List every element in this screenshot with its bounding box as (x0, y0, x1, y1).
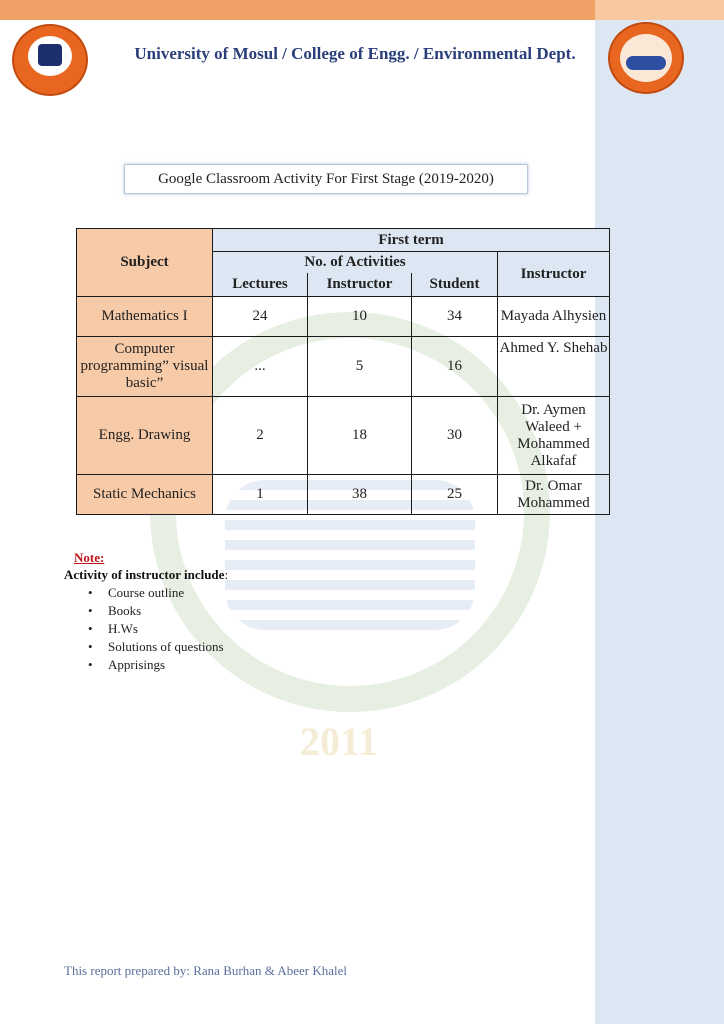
department-logo-icon (608, 22, 684, 94)
instructor-count-cell: 10 (308, 297, 412, 337)
subject-cell: Computer programming” visual basic” (77, 337, 213, 397)
page-header-title: University of Mosul / College of Engg. / Environmental Dept. (134, 44, 576, 63)
top-accent-bar (0, 0, 724, 20)
student-cell: 25 (412, 475, 498, 515)
table-row (77, 397, 610, 475)
table-row (77, 337, 610, 397)
term-header: First term (213, 229, 610, 252)
student-cell: 16 (412, 337, 498, 397)
lectures-cell: 1 (213, 475, 308, 515)
student-cell: 30 (412, 397, 498, 475)
subject-header: Subject (77, 229, 213, 297)
activity-heading-colon: : (224, 567, 229, 582)
lectures-cell: 2 (213, 397, 308, 475)
instructor-count-cell: 38 (308, 475, 412, 515)
subject-cell: Static Mechanics (77, 475, 213, 515)
book-icon (38, 44, 62, 66)
lectures-header: Lectures (213, 273, 308, 297)
table-row (77, 297, 610, 337)
instructor-name-cell: Mayada Alhysien (498, 297, 610, 337)
lectures-cell: 24 (213, 297, 308, 337)
document-title: Google Classroom Activity For First Stage (2019-2020) (124, 164, 528, 194)
instructor-name-cell: Dr. Omar Mohammed (498, 475, 610, 515)
university-logo-icon (12, 24, 88, 96)
instructor-name-cell: Dr. Aymen Waleed + Mohammed Alkafaf (498, 397, 610, 475)
subject-cell: Mathematics I (77, 297, 213, 337)
student-header: Student (412, 273, 498, 297)
activity-heading (64, 567, 228, 583)
list-item: • Solutions of questions (88, 638, 224, 656)
instructor-name-header: Instructor (498, 252, 610, 297)
footer-credit: This report prepared by: Rana Burhan & Abeer Khalel (64, 963, 348, 978)
department-logo-inner (620, 34, 672, 82)
lectures-cell: ... (213, 337, 308, 397)
list-item: • Course outline (88, 584, 224, 602)
activities-header: No. of Activities (213, 252, 498, 273)
list-item: • Apprisings (88, 656, 224, 674)
student-cell: 34 (412, 297, 498, 337)
watermark-year: 2011 (300, 719, 378, 764)
activity-heading-bold: Activity of instructor include (64, 567, 225, 582)
list-item: • Books (88, 602, 224, 620)
instructor-count-cell: 18 (308, 397, 412, 475)
wave-icon (626, 56, 666, 70)
instructor-count-header: Instructor (308, 273, 412, 297)
activity-list (88, 584, 224, 674)
list-item: • H.Ws (88, 620, 224, 638)
side-panel (595, 20, 724, 1024)
instructor-count-cell: 5 (308, 337, 412, 397)
table-row (77, 475, 610, 515)
subject-cell: Engg. Drawing (77, 397, 213, 475)
instructor-name-cell: Ahmed Y. Shehab (498, 337, 610, 397)
note-label: Note: (74, 550, 105, 565)
activity-table (76, 228, 610, 515)
top-accent-bar-light (595, 0, 724, 20)
university-logo-inner (28, 36, 72, 76)
